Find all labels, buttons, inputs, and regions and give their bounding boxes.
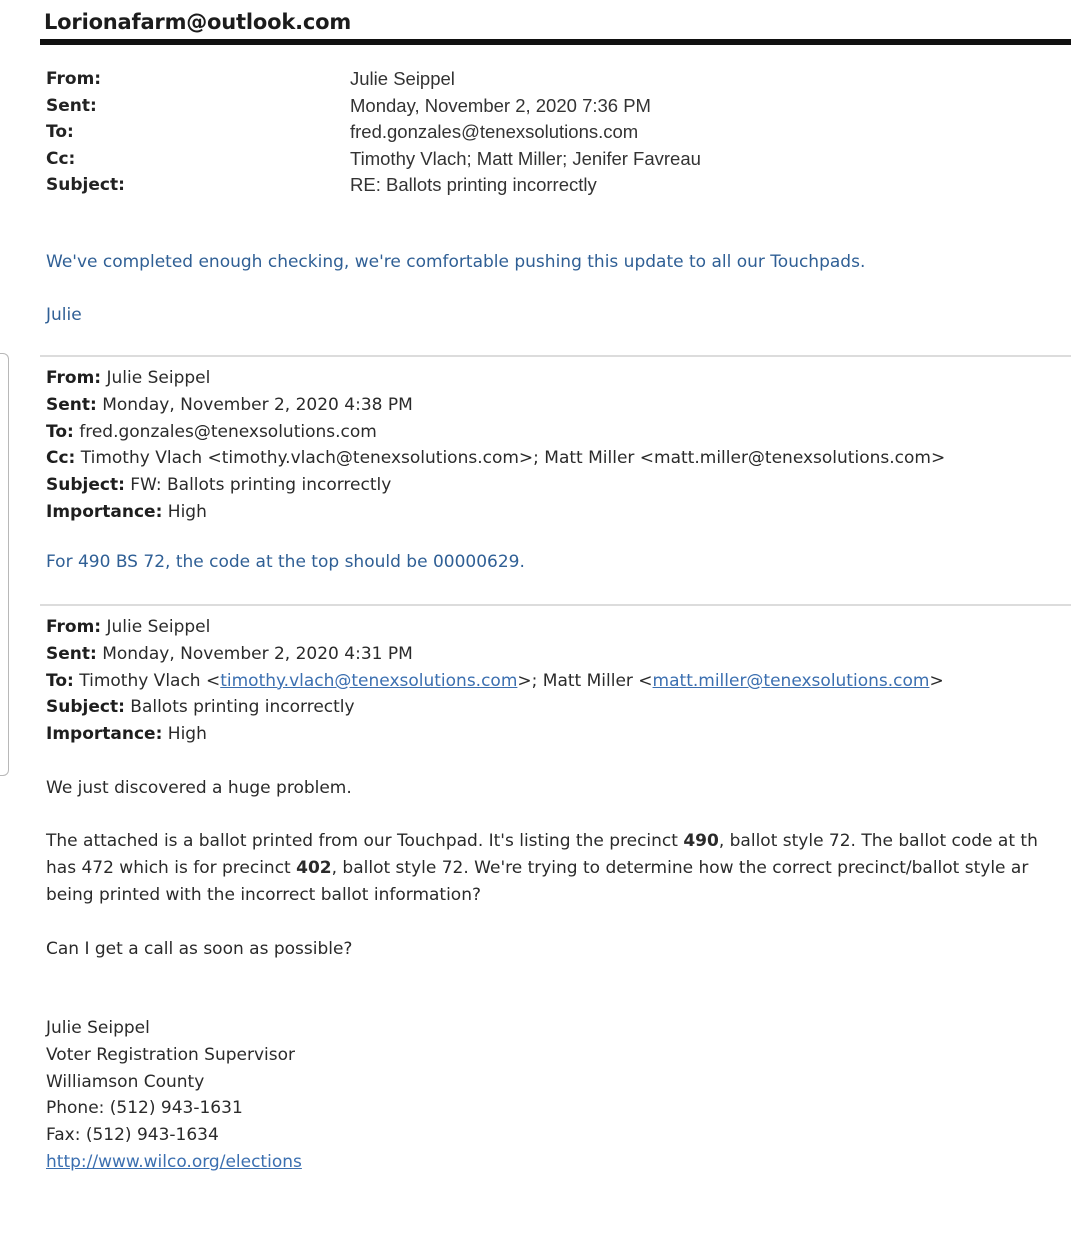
email3-para2 <box>46 828 1038 909</box>
signature-org: Williamson County <box>46 1071 205 1092</box>
email3-para3: Can I get a call as soon as possible? <box>46 939 353 959</box>
email2-importance-row <box>46 499 945 526</box>
cc-label: Cc: <box>46 448 76 469</box>
email2-to-row <box>46 419 945 446</box>
signature-name: Julie Seippel <box>46 1018 150 1038</box>
elections-link[interactable]: http://www.wilco.org/elections <box>46 1151 302 1172</box>
cc-value: Timothy Vlach; Matt Miller; Jenifer Favreau <box>350 147 701 169</box>
email-link-matt[interactable]: matt.miller@tenexsolutions.com <box>652 670 930 691</box>
signature-phone: Phone: (512) 943-1631 <box>46 1098 243 1119</box>
email3-sent-row <box>46 641 944 668</box>
email2-sent-row <box>46 392 945 419</box>
to-label: To: <box>46 122 74 142</box>
sent-label: Sent: <box>46 643 97 664</box>
email3-from-row <box>46 614 944 641</box>
sent-value: Monday, November 2, 2020 4:31 PM <box>102 643 413 664</box>
to-end: > <box>929 670 944 691</box>
cc-label: Cc: <box>46 148 76 169</box>
from-value: Julie Seippel <box>106 617 211 637</box>
from-label: From: <box>46 69 102 89</box>
separator-2 <box>40 604 1071 606</box>
importance-label: Importance: <box>46 501 163 522</box>
para2-line1 <box>46 828 1038 855</box>
top-email-body: We've completed enough checking, we're comfortable pushing this update to all our Touchpads. <box>46 252 866 272</box>
top-email-signoff: Julie <box>46 305 82 325</box>
from-value: Julie Seippel <box>106 368 211 388</box>
signature-title: Voter Registration Supervisor <box>46 1044 295 1065</box>
email2-cc-row <box>46 445 945 472</box>
to-value: fred.gonzales@tenexsolutions.com <box>350 121 639 142</box>
account-header: Lorionafarm@outlook.com <box>44 10 352 34</box>
importance-label: Importance: <box>46 724 163 745</box>
from-value: Julie Seippel <box>350 68 455 89</box>
signature-block <box>46 1015 302 1176</box>
from-label: From: <box>46 617 102 637</box>
para2-line2 <box>46 855 1038 882</box>
email2-header <box>46 365 945 526</box>
from-label: From: <box>46 368 102 388</box>
to-label: To: <box>46 670 74 691</box>
para2-text-c: , ballot style 72. The ballot code at th <box>718 831 1038 851</box>
email3-subject-row <box>46 694 944 721</box>
to-value: fred.gonzales@tenexsolutions.com <box>79 421 377 442</box>
separator-1 <box>40 355 1071 357</box>
signature-fax: Fax: (512) 943-1634 <box>46 1125 219 1146</box>
email2-subject-row <box>46 472 945 499</box>
to-label: To: <box>46 421 74 442</box>
email3-to-row <box>46 668 944 695</box>
sent-label: Sent: <box>46 394 97 415</box>
email2-body: For 490 BS 72, the code at the top should be 00000629. <box>46 552 525 572</box>
to-mid: >; Matt Miller < <box>517 670 653 691</box>
importance-value: High <box>167 501 207 522</box>
email3-para1: We just discovered a huge problem. <box>46 778 352 798</box>
header-rule <box>40 39 1071 45</box>
subject-label: Subject: <box>46 475 125 496</box>
cc-value: Timothy Vlach <timothy.vlach@tenexsolutions.com>; Matt Miller <matt.miller@tenexsolutions.com> <box>80 448 946 469</box>
para2-text-f: , ballot style 72. We're trying to determine how the correct precinct/ballot style ar <box>331 858 1029 878</box>
subject-label: Subject: <box>46 697 125 718</box>
subject-value: FW: Ballots printing incorrectly <box>130 475 392 496</box>
precinct-490: 490 <box>683 831 719 851</box>
subject-value: RE: Ballots printing incorrectly <box>350 174 597 195</box>
sent-value: Monday, November 2, 2020 7:36 PM <box>350 94 651 116</box>
side-bracket <box>0 353 9 776</box>
email2-from-row <box>46 365 945 392</box>
email-link-timothy[interactable]: timothy.vlach@tenexsolutions.com <box>220 670 518 691</box>
subject-value: Ballots printing incorrectly <box>130 697 355 718</box>
para2-line3: being printed with the incorrect ballot information? <box>46 885 482 905</box>
email3-importance-row <box>46 721 944 748</box>
para2-text-d: has 472 which is for precinct <box>46 858 297 878</box>
para2-text-a: The attached is a ballot printed from our Touchpad. It's listing the precinct <box>46 831 684 851</box>
importance-value: High <box>167 724 207 745</box>
precinct-402: 402 <box>296 858 332 878</box>
to-name1: Timothy Vlach < <box>79 670 221 691</box>
sent-value: Monday, November 2, 2020 4:38 PM <box>102 394 413 415</box>
email3-header <box>46 614 944 748</box>
sent-label: Sent: <box>46 95 97 116</box>
subject-label: Subject: <box>46 175 125 195</box>
